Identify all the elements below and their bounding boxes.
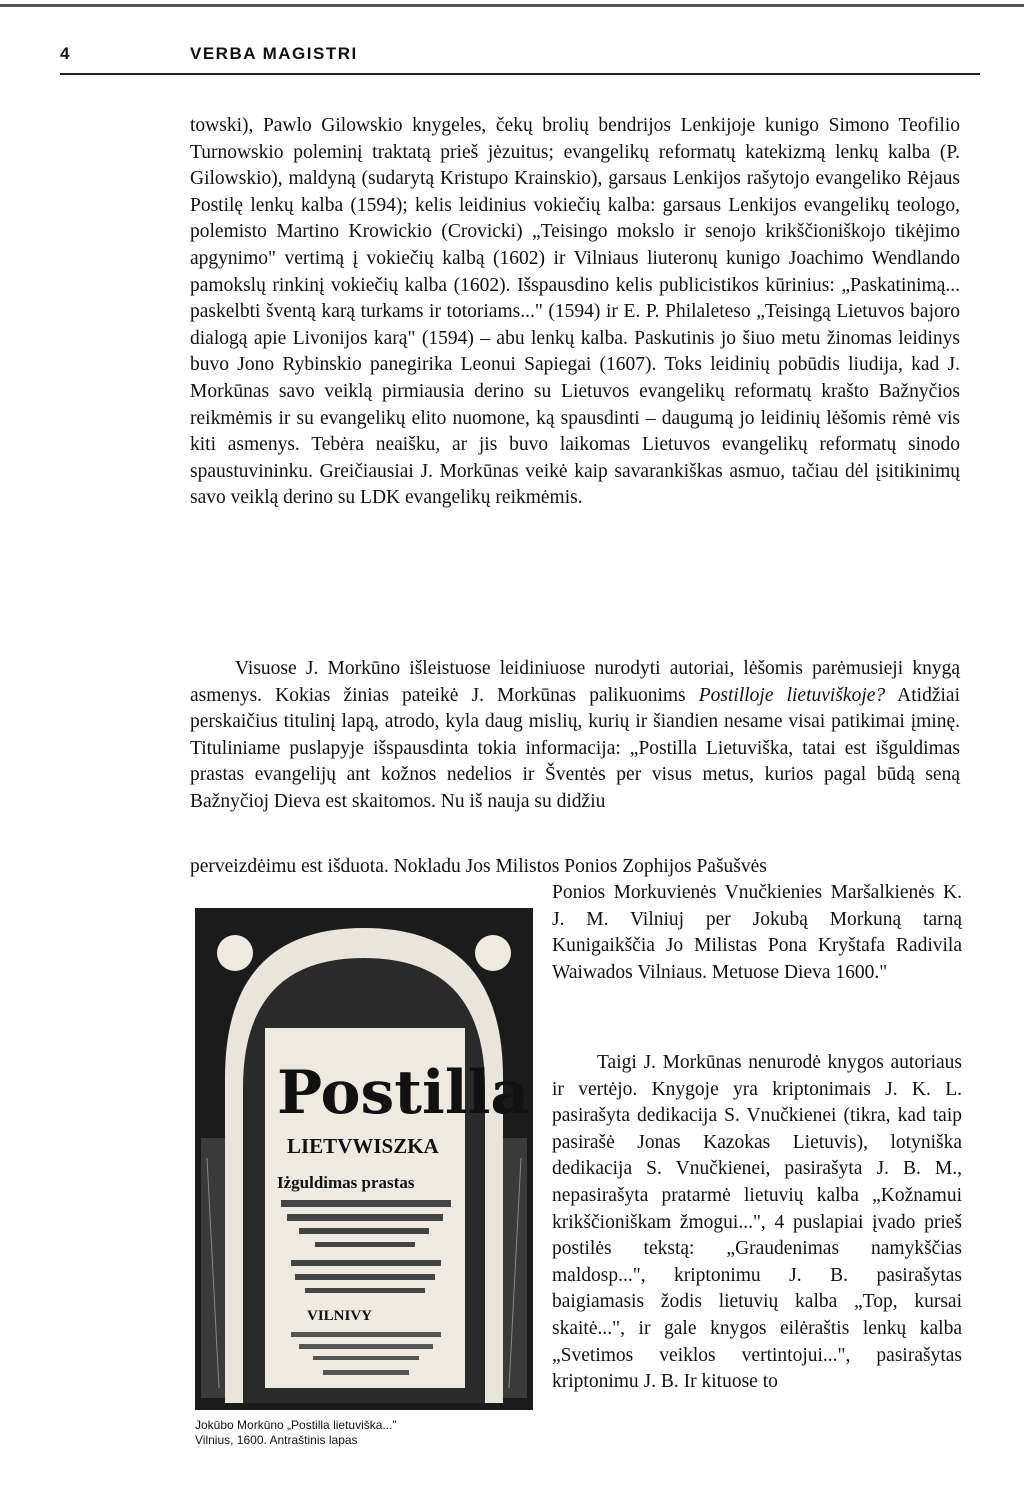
paragraph-1: towski), Pawlo Gilowskio knygeles, čekų brolių bendrijos Lenkijoje kunigo Simono Teofilio Turnowskio poleminį traktatą prieš jėzuitus; evangelikų reformatų katekizmą lenkų kalba (P. Gilowskio), maldyną (sudarytą Kristupo Krainskio), garsaus Lenkijos rašytojo evangeliko Rėjaus Postilę lenkų kalba (1594); kelis leidinius vokiečių kalba: garsaus Lenkijos evangelikų teologo, polemisto Martino Krowickio (Crovicki) „Teisingo mokslo ir senojo krikščioniškojo tikėjimo apgynimo" vertimą į vokiečių kalbą (1602) ir Vilniaus liuteronų kunigo Joachimo Wendlando pamokslų rinkinį vokiečių kalba (1602). Išspausdino kelis publicistikos kūrinius: „Paskatinimą... paskelbti šventą karą turkams ir totoriams..." (1594) ir E. P. Philaleteso „Teisingą Lietuvos bajoro dialogą apie Livonijos karą" (1594) – abu lenkų kalba. Paskutinis jo šiuo metu žinomas leidinys buvo Jono Rybinskio panegirika Leonui Sapiegai (1607). Toks leidinių pobūdis liudija, kad J. Morkūnas savo veiklą pirmiausia derino su Lietuvos evangelikų reformatų krašto Bažnyčios reikmėmis ir su evangelikų elito nuomone, ką spausdinti – daugumą jo leidinių lėšomis rėmė vis kiti asmenys. Tebėra neaišku, ar jis buvo laikomas Lietuvos evangelikų reformatų sinodo spaustuvininku. Greičiausiai J. Morkūnas veikė kaip savarankiškas asmuo, tačiau dėl įsitikinimų savo veiklą derino su LDK evangelikų reikmėmis.	[190, 115, 960, 509]
figure-caption	[195, 1418, 535, 1448]
paragraph-2-text-a: Visuose J. Morkūno išleistuose leidiniuose nurodyti autoriai, lėšomis parėmusieji knygą asmenys. Kokias žinias pateikė J. Morkūnas palikuonims	[190, 658, 960, 706]
page-number: 4	[60, 44, 70, 63]
title-page-woodcut	[195, 908, 533, 1410]
top-border-line	[0, 4, 1024, 7]
figure-title-word: Postilla	[277, 1058, 530, 1128]
title-page-illustration	[195, 908, 533, 1410]
header-rule	[60, 73, 980, 75]
paragraph-2-text-b: Atidžiai perskaičius titulinį lapą, atrodo, kyla daug mislių, kurių ir šiandien nesame visai patikimai įminę. Tituliniame puslapyje išspausdinta tokia informacija: „Postilla Lietuviška, tatai est išguldimas prastas evangelijų ant kožnos nedelios ir Šventės per visus metus, kurios pagal būdą seną Bažnyčioj Dieva est skaitomos. Nu iš nauja su didžiu	[190, 684, 960, 812]
figure-city-word: VILNIVY	[307, 1308, 373, 1324]
paragraph-2-continuation: perveizdėimu est išduota. Nokladu Jos Milistos Ponios Zophijos Pašušvės	[190, 856, 767, 877]
caption-line-1: Jokūbo Morkūno „Postilla lietuviška..."	[195, 1418, 397, 1432]
caption-line-2: Vilnius, 1600. Antraštinis lapas	[195, 1433, 358, 1447]
book-title-italic: Postilloje lietuviškoje?	[698, 684, 886, 706]
column-paragraph-1: Ponios Morkuvienės Vnučkienies Maršalkienės K. J. M. Vilniuj per Jokubą Morkuną tarną Kunigaikščia Jo Milistas Pona Kryštafa Radivila Waiwados Vilniaus. Metuose Dieva 1600."	[552, 882, 962, 983]
column-paragraph-2: Taigi J. Morkūnas nenurodė knygos autoriaus ir vertėjo. Knygoje yra kriptonimais J. K. L. pasirašyta dedikacija S. Vnučkienei (tikra, kad taip pasirašė Jonas Kazokas Lietuvis), lotyniška dedikacija S. Vnučkienei, pasirašyta J. B. M., nepasirašyta pratarmė lietuvių kalba „Kožnamui krikščioniškam žmogui...", 4 puslapiai įvado prieš postilės tekstą: „Graudenimas namykščias maldosp...", kriptonimu J. B. pasirašytas baigiamasis žodis lietuvių kalba „Top, kursai skaitė...", ir gale knygos eilėraštis lenkų kalba „Svetimos veiklos vertintojui...", pasirašytas kriptonimu J. B. Ir kituose to	[552, 1052, 962, 1393]
page-header	[60, 44, 980, 66]
running-title: VERBA MAGISTRI	[190, 44, 358, 63]
figure-subtitle-word: LIETVWISZKA	[287, 1134, 439, 1158]
paragraph-2	[190, 656, 960, 816]
figure-gothic-line: Iżguldimas prastas	[277, 1173, 415, 1192]
